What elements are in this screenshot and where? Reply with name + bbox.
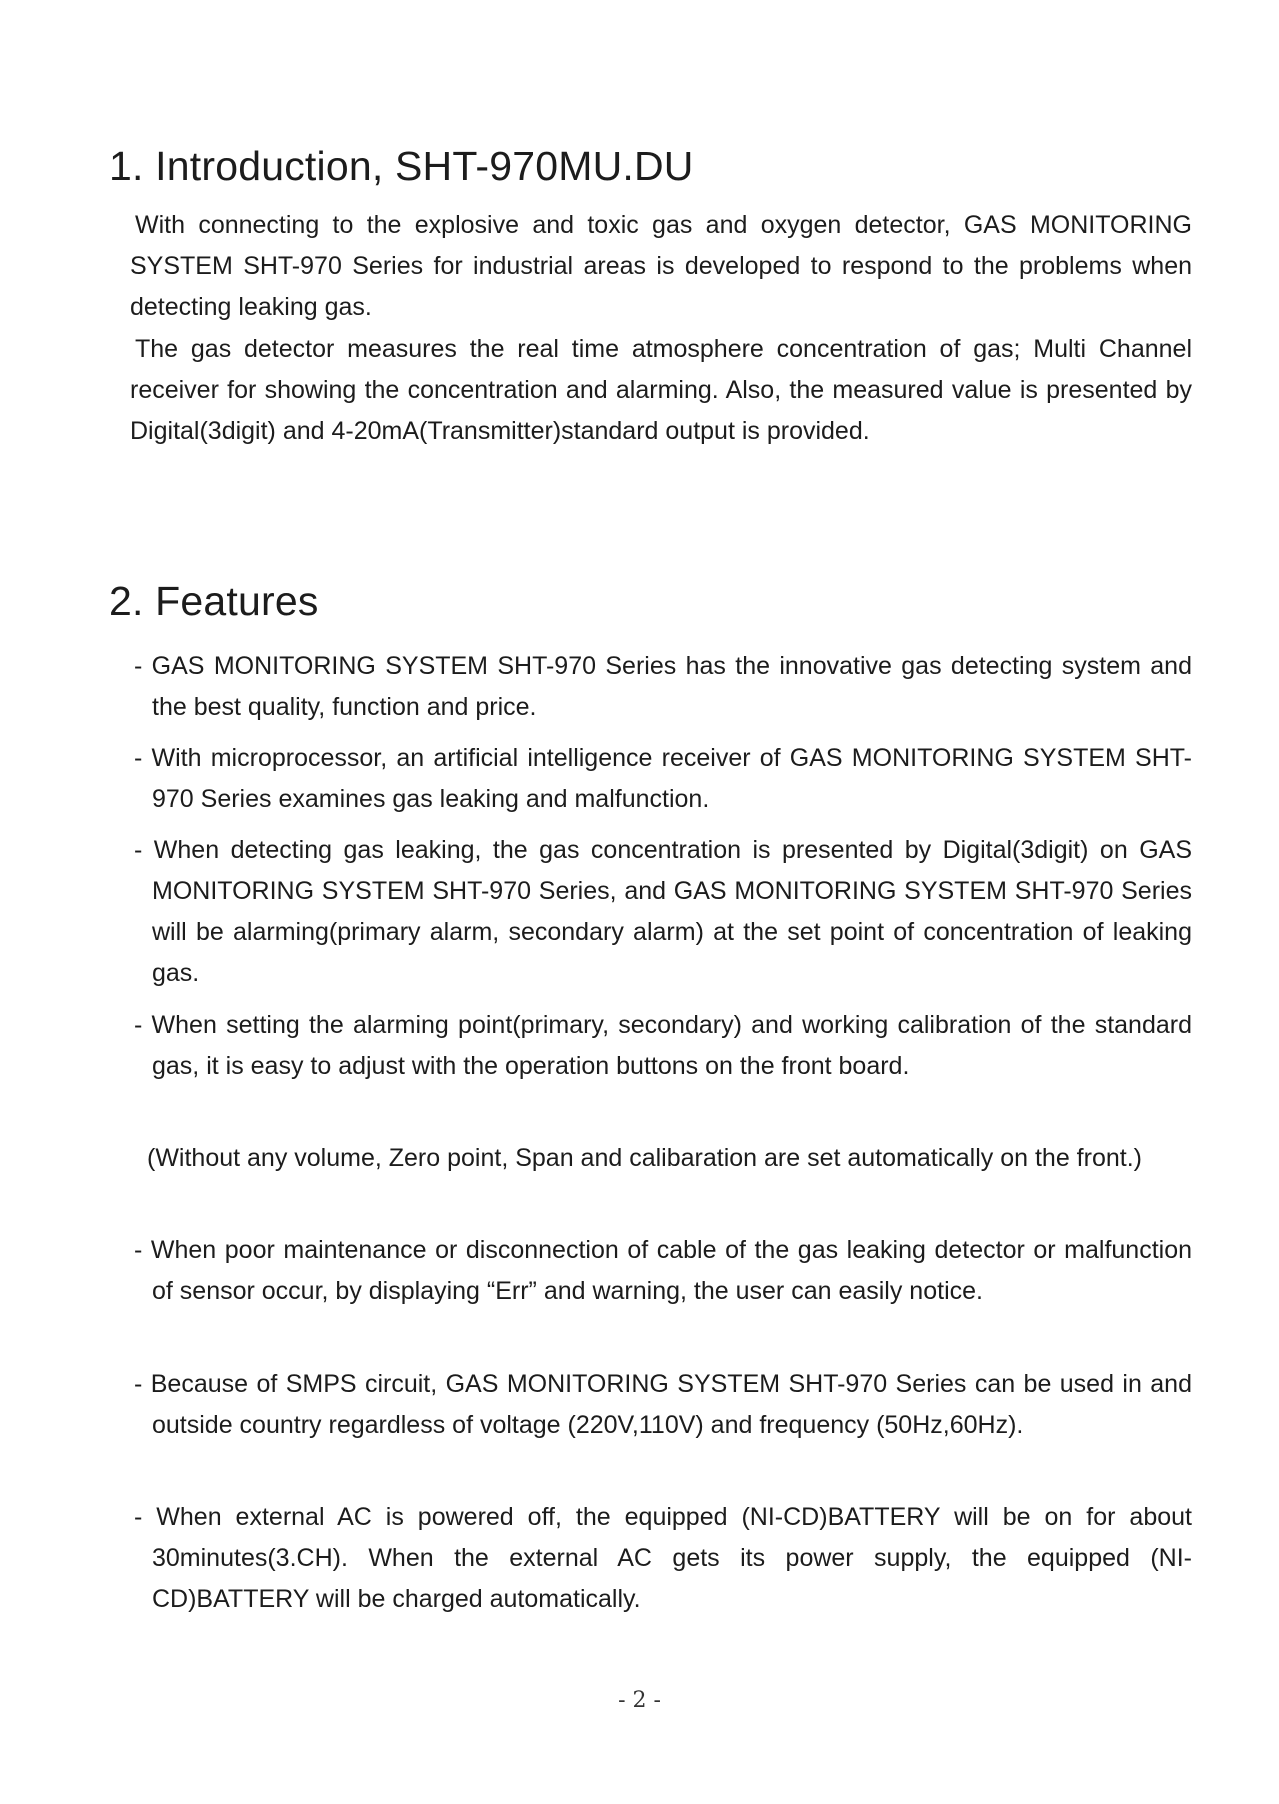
feature-item-6 [134,1364,1192,1446]
section-heading-features: 2. Features [109,578,319,624]
feature-item-4 [134,1005,1192,1087]
feature-text: - Because of SMPS circuit, GAS MONITORING SYSTEM SHT-970 Series can be used in and outside country regardless of voltage (220V,110V) and frequency (50Hz,60Hz). [134,1370,1192,1439]
page-number: - 2 - [618,1688,661,1713]
feature-note [134,1138,1192,1179]
feature-item-3 [134,830,1192,994]
feature-text: - When setting the alarming point(primary, secondary) and working calibration of the standard gas, it is easy to adjust with the operation buttons on the front board. [134,1011,1192,1080]
feature-text: - With microprocessor, an artificial intelligence receiver of GAS MONITORING SYSTEM SHT-970 Series examines gas leaking and malfunction. [134,744,1192,813]
feature-text: - When external AC is powered off, the equipped (NI-CD)BATTERY will be on for about 30minutes(3.CH). When the external AC gets its power supply, the equipped (NI-CD)BATTERY will be charged automatically. [134,1503,1192,1613]
feature-item-5 [134,1230,1192,1312]
intro-paragraph-2: The gas detector measures the real time atmosphere concentration of gas; Multi Channel receiver for showing the concentration and alarming. Also, the measured value is presented by Digital(3digit) and 4-20mA(Transmitter)standard output is provided. [130,335,1192,445]
intro-paragraph-1: With connecting to the explosive and toxic gas and oxygen detector, GAS MONITORING SYSTEM SHT-970 Series for industrial areas is developed to respond to the problems when detecting leaking gas. [130,211,1192,321]
section-heading-introduction: 1. Introduction, SHT-970MU.DU [109,143,694,189]
feature-text: - When detecting gas leaking, the gas concentration is presented by Digital(3digit) on GAS MONITORING SYSTEM SHT-970 Series, and GAS MONITORING SYSTEM SHT-970 Series will be alarming(primary alarm, secondary alarm) at the set point of concentration of leaking gas. [134,836,1192,987]
feature-text: - When poor maintenance or disconnection of cable of the gas leaking detector or malfunction of sensor occur, by displaying “Err” and warning, the user can easily notice. [134,1236,1192,1305]
feature-item-7 [134,1497,1192,1620]
feature-item-2 [134,738,1192,820]
feature-text: - GAS MONITORING SYSTEM SHT-970 Series has the innovative gas detecting system and the best quality, function and price. [134,652,1192,721]
feature-note-text: (Without any volume, Zero point, Span and calibaration are set automatically on the front.) [147,1144,1142,1172]
feature-item-1 [134,646,1192,728]
